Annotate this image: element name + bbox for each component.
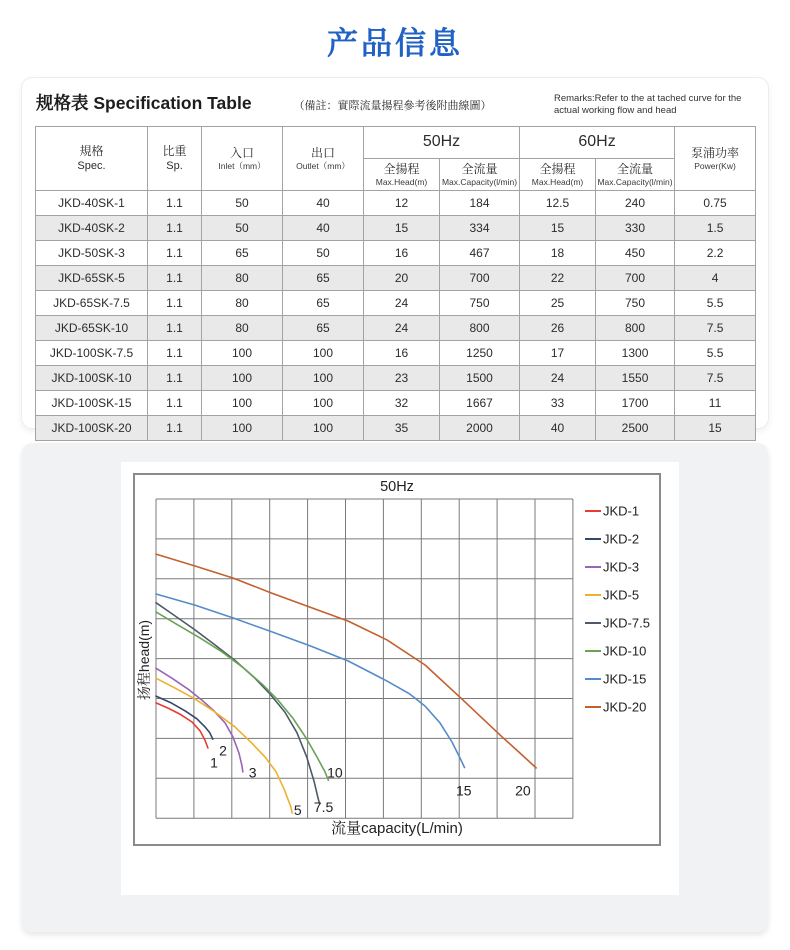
table-cell: 1.1: [148, 265, 202, 290]
remark-cjk: （備註：實際流量揚程參考後附曲線圖）: [293, 100, 492, 112]
table-cell: 184: [440, 190, 520, 215]
table-cell: 15: [675, 415, 756, 440]
table-cell: 50: [283, 240, 364, 265]
table-cell: 80: [202, 315, 283, 340]
table-cell: 1.1: [148, 290, 202, 315]
table-cell: 18: [520, 240, 596, 265]
col-header-outlet: 出口 Outlet（mm）: [283, 126, 364, 190]
table-cell: 25: [520, 290, 596, 315]
col-header-sp: 比重 Sp.: [148, 126, 202, 190]
table-cell: 1.1: [148, 365, 202, 390]
table-cell: 100: [202, 365, 283, 390]
table-cell: 1.5: [675, 215, 756, 240]
table-cell: 467: [440, 240, 520, 265]
table-row: [36, 290, 756, 315]
table-cell: 16: [364, 340, 440, 365]
table-cell: 1.1: [148, 415, 202, 440]
remark-en-line2: actual working flow and head: [554, 105, 677, 117]
col-header-60hz-capacity: 全流量 Max.Capacity(l/min): [596, 158, 675, 190]
table-cell: 750: [440, 290, 520, 315]
table-cell: 2000: [440, 415, 520, 440]
table-cell: 2500: [596, 415, 675, 440]
table-cell: 17: [520, 340, 596, 365]
table-row: [36, 340, 756, 365]
legend-label-jkd-7.5: JKD-7.5: [603, 615, 650, 631]
table-cell: 1.1: [148, 390, 202, 415]
curve-end-label-jkd-1: 1: [210, 754, 218, 771]
table-cell: 1667: [440, 390, 520, 415]
legend-label-jkd-10: JKD-10: [603, 643, 647, 659]
table-cell: 1300: [596, 340, 675, 365]
table-cell: 16: [364, 240, 440, 265]
table-row: [36, 190, 756, 215]
legend-label-jkd-3: JKD-3: [603, 559, 640, 575]
table-cell: 32: [364, 390, 440, 415]
table-cell: 24: [520, 365, 596, 390]
table-row: [36, 390, 756, 415]
curve-end-label-jkd-5: 5: [293, 802, 302, 819]
table-cell: 0.75: [675, 190, 756, 215]
table-cell: 100: [283, 390, 364, 415]
table-cell: 100: [283, 340, 364, 365]
table-cell: JKD-65SK-5: [36, 265, 148, 290]
table-cell: 100: [202, 390, 283, 415]
table-cell: 240: [596, 190, 675, 215]
col-header-50hz: 50Hz: [364, 126, 520, 158]
table-cell: 24: [364, 290, 440, 315]
table-row: [36, 215, 756, 240]
table-cell: 40: [283, 215, 364, 240]
curve-end-label-jkd-3: 3: [248, 764, 257, 781]
chart-title: 50Hz: [380, 479, 414, 495]
table-cell: 7.5: [675, 315, 756, 340]
col-header-60hz-head: 全揚程 Max.Head(m): [520, 158, 596, 190]
table-cell: 12.5: [520, 190, 596, 215]
table-cell: 24: [364, 315, 440, 340]
table-cell: 4: [675, 265, 756, 290]
table-cell: 15: [520, 215, 596, 240]
col-header-50hz-head: 全揚程 Max.Head(m): [364, 158, 440, 190]
table-cell: 700: [596, 265, 675, 290]
table-cell: JKD-100SK-7.5: [36, 340, 148, 365]
table-cell: 1.1: [148, 190, 202, 215]
legend-label-jkd-2: JKD-2: [603, 531, 640, 547]
table-cell: 330: [596, 215, 675, 240]
table-cell: 100: [283, 415, 364, 440]
table-cell: 2.2: [675, 240, 756, 265]
col-header-inlet: 入口 Inlet（mm）: [202, 126, 283, 190]
table-row: [36, 315, 756, 340]
table-cell: 750: [596, 290, 675, 315]
curve-end-label-jkd-15: 15: [455, 782, 472, 799]
table-cell: 1550: [596, 365, 675, 390]
table-cell: 23: [364, 365, 440, 390]
chart-image-block: [121, 462, 679, 895]
spec-card-header: [22, 78, 768, 122]
table-cell: 11: [675, 390, 756, 415]
table-cell: 12: [364, 190, 440, 215]
table-row: [36, 415, 756, 440]
table-cell: 40: [283, 190, 364, 215]
table-cell: 100: [202, 340, 283, 365]
table-cell: JKD-100SK-20: [36, 415, 148, 440]
specification-table: [35, 126, 756, 441]
table-row: [36, 265, 756, 290]
curve-jkd-15: [156, 594, 465, 771]
col-header-50hz-capacity: 全流量 Max.Capacity(l/min): [440, 158, 520, 190]
table-cell: 5.5: [675, 340, 756, 365]
chart-card: [22, 443, 768, 932]
table-cell: JKD-50SK-3: [36, 240, 148, 265]
table-cell: 1.1: [148, 240, 202, 265]
col-header-60hz: 60Hz: [520, 126, 675, 158]
pump-curve-svg: [133, 473, 661, 846]
table-cell: JKD-40SK-1: [36, 190, 148, 215]
table-cell: 800: [440, 315, 520, 340]
remark-en: [554, 90, 756, 118]
table-cell: 700: [440, 265, 520, 290]
table-cell: 1.1: [148, 215, 202, 240]
spec-table-body: [36, 190, 756, 440]
page-title: 产品信息: [327, 26, 463, 61]
table-cell: 7.5: [675, 365, 756, 390]
table-cell: 1700: [596, 390, 675, 415]
table-row: [36, 365, 756, 390]
table-cell: 40: [520, 415, 596, 440]
spec-table-title: [36, 90, 252, 115]
table-cell: 15: [364, 215, 440, 240]
col-header-spec: 規格 Spec.: [36, 126, 148, 190]
table-cell: 50: [202, 215, 283, 240]
legend-label-jkd-15: JKD-15: [603, 671, 647, 687]
legend-label-jkd-5: JKD-5: [603, 587, 640, 603]
table-cell: 334: [440, 215, 520, 240]
table-cell: 65: [202, 240, 283, 265]
table-cell: 65: [283, 290, 364, 315]
curve-end-label-jkd-2: 2: [219, 742, 227, 759]
spec-title-cjk: 规格表: [36, 93, 89, 113]
table-cell: 5.5: [675, 290, 756, 315]
table-cell: JKD-100SK-10: [36, 365, 148, 390]
x-axis-label: 流量capacity(L/min): [331, 820, 463, 837]
spec-table-card: [22, 78, 768, 435]
curve-jkd-7.5: [156, 603, 319, 803]
table-row: [36, 240, 756, 265]
table-cell: 26: [520, 315, 596, 340]
table-cell: 20: [364, 265, 440, 290]
curve-end-label-jkd-10: 10: [327, 764, 343, 781]
remark-en-line1: Remarks:Refer to the at tached curve for the: [554, 93, 742, 104]
curve-jkd-10: [156, 612, 328, 780]
col-header-power: 泵浦功率 Power(Kw): [675, 126, 756, 190]
table-cell: 450: [596, 240, 675, 265]
table-cell: 1250: [440, 340, 520, 365]
table-cell: 80: [202, 265, 283, 290]
chart-frame-border: [134, 474, 660, 845]
table-cell: 1.1: [148, 315, 202, 340]
curve-end-label-jkd-7.5: 7.5: [313, 799, 334, 816]
table-cell: 22: [520, 265, 596, 290]
table-cell: 80: [202, 290, 283, 315]
y-axis-label: 扬程head(m): [136, 619, 152, 701]
table-cell: 33: [520, 390, 596, 415]
table-cell: JKD-100SK-15: [36, 390, 148, 415]
table-cell: 100: [202, 415, 283, 440]
curve-end-label-jkd-20: 20: [515, 782, 531, 799]
legend-label-jkd-20: JKD-20: [603, 699, 647, 715]
table-cell: JKD-65SK-10: [36, 315, 148, 340]
table-cell: 65: [283, 315, 364, 340]
table-cell: 35: [364, 415, 440, 440]
table-cell: 50: [202, 190, 283, 215]
curve-jkd-3: [156, 668, 243, 772]
table-cell: 65: [283, 265, 364, 290]
table-cell: JKD-65SK-7.5: [36, 290, 148, 315]
table-cell: 100: [283, 365, 364, 390]
spec-title-en: Specification Table: [93, 93, 252, 113]
pump-curve-chart: [133, 473, 661, 846]
table-cell: JKD-40SK-2: [36, 215, 148, 240]
table-cell: 800: [596, 315, 675, 340]
legend-label-jkd-1: JKD-1: [603, 503, 640, 519]
table-cell: 1500: [440, 365, 520, 390]
table-cell: 1.1: [148, 340, 202, 365]
